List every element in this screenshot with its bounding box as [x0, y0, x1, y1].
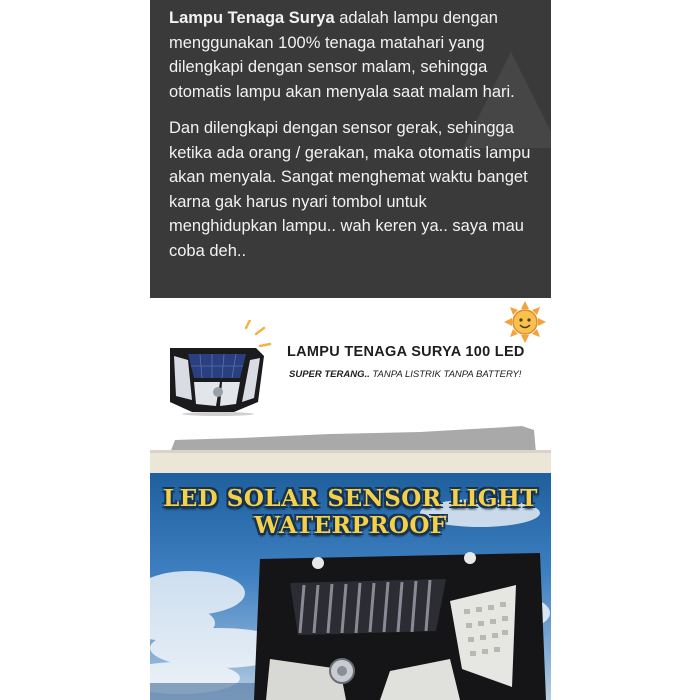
banner-title: LAMPU TENAGA SURYA 100 LED	[287, 344, 525, 360]
watermark-icon	[451, 40, 551, 160]
photo-title-line-2: WATERPROOF	[254, 512, 447, 539]
sun-mascot-icon	[503, 300, 547, 344]
solar-lamp-icon	[164, 320, 276, 416]
product-name-bold: Lampu Tenaga Surya	[169, 9, 335, 27]
solar-lamp-photo-icon	[250, 549, 551, 700]
product-photo-banner	[150, 453, 551, 700]
torn-paper-divider	[150, 420, 551, 453]
paragraph-1-text: adalah lampu dengan menggunakan 100% tenaga matahari yang dilengkapi dengan sensor malam, sehingga otomatis lampu akan menyala saat malam hari.	[169, 9, 515, 101]
content-column	[150, 0, 551, 700]
description-panel	[150, 0, 551, 298]
banner-subtitle-rest: TANPA LISTRIK TANPA BATTERY!	[369, 369, 522, 380]
banner-subtitle-bold: SUPER TERANG..	[289, 369, 370, 380]
photo-top-band	[150, 453, 551, 473]
banner-subtitle	[289, 369, 521, 380]
photo-title-line-1: LED SOLAR SENSOR LIGHT	[163, 485, 538, 512]
description-paragraph-2: Dan dilengkapi dengan sensor gerak, sehingga ketika ada orang / gerakan, maka otomatis lampu akan menyala. Sangat menghemat waktu banget karna gak harus nyari tombol untuk menghidupkan lampu.. wah keren ya.. saya mau coba deh..	[169, 119, 531, 260]
